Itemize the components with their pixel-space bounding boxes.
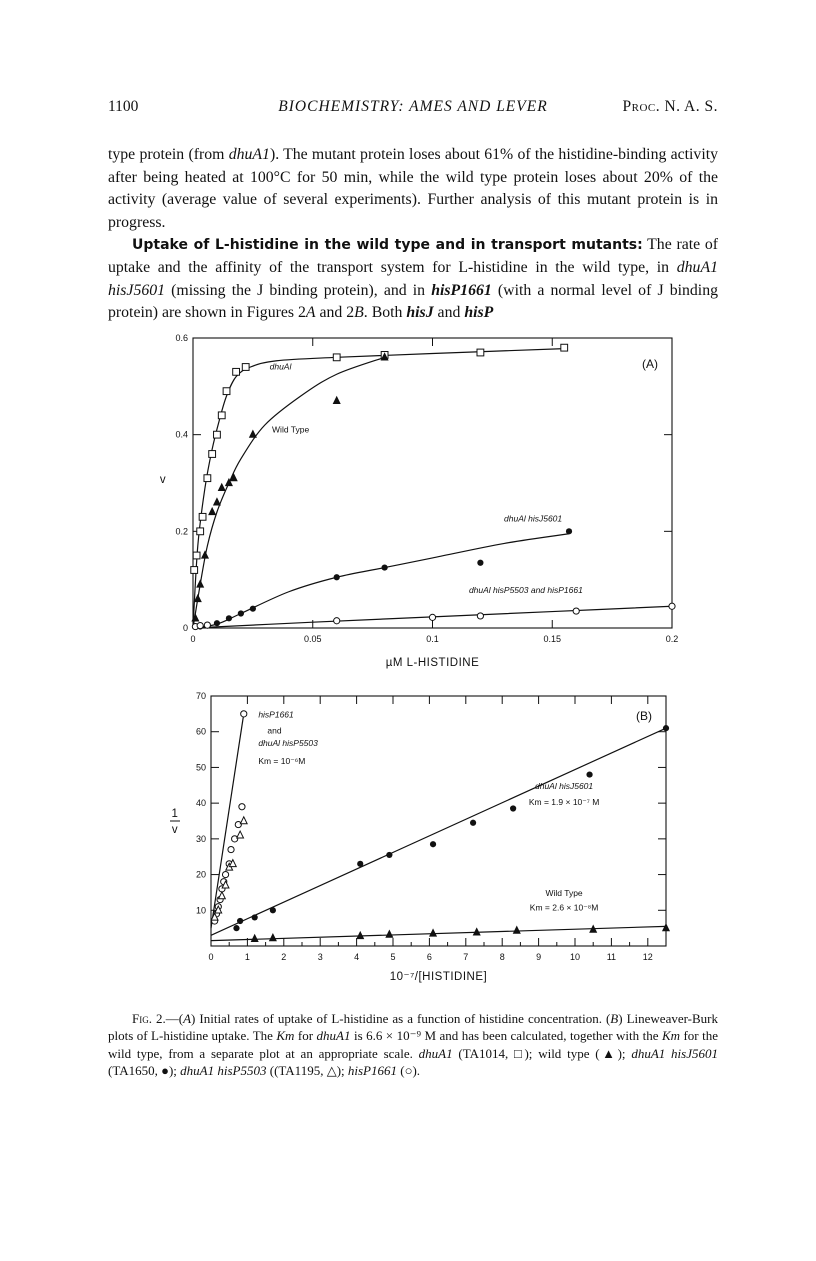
annotation: and [267, 725, 282, 736]
x-tick-label: 5 [390, 952, 396, 962]
panel-label: (A) [642, 357, 658, 371]
running-header [108, 98, 718, 122]
chart-a [0, 320, 816, 690]
data-point [357, 861, 363, 867]
data-point [566, 528, 572, 534]
y-tick-label: 30 [195, 833, 206, 844]
x-axis-title: 10⁻⁷/[HISTIDINE] [389, 971, 488, 983]
x-tick-label: 7 [463, 952, 469, 962]
data-point [222, 871, 228, 877]
data-point [357, 932, 364, 939]
data-point [382, 564, 388, 570]
data-point [477, 613, 483, 619]
data-point [214, 498, 221, 505]
data-point [233, 925, 239, 931]
x-tick-label: 8 [499, 952, 505, 962]
data-point [252, 914, 258, 920]
x-tick-label: 3 [317, 952, 323, 962]
x-tick-label: 0 [190, 634, 196, 644]
x-tick-label: 11 [606, 952, 617, 962]
data-point [239, 804, 245, 810]
series-regression-line [211, 926, 666, 940]
data-point [477, 349, 484, 356]
annotation: Wild Type [272, 424, 310, 435]
data-point [242, 364, 249, 371]
annotation: dhuAl hisJ5601 [504, 513, 563, 524]
data-point [197, 528, 204, 535]
data-point [218, 412, 225, 419]
data-point [199, 513, 206, 520]
running-title: BIOCHEMISTRY: AMES AND LEVER [278, 98, 548, 115]
y-tick-label: 40 [195, 798, 206, 809]
y-tick-label: 0.6 [175, 333, 188, 343]
y-tick-label: 70 [195, 691, 206, 701]
x-tick-label: 10 [569, 952, 581, 962]
data-point [470, 820, 476, 826]
data-point [250, 606, 256, 612]
x-tick-label: 0.1 [426, 634, 439, 644]
chart-b [0, 690, 816, 1000]
y-tick-label: 50 [195, 762, 206, 773]
data-point [386, 852, 392, 858]
annotation: Wild Type [545, 888, 583, 898]
data-point [197, 622, 203, 628]
data-point [334, 574, 340, 580]
annotation: dhuAl hisP5503 and hisP1661 [468, 585, 583, 596]
data-point [663, 725, 669, 731]
data-point [573, 608, 579, 614]
x-tick-label: 1 [244, 952, 250, 962]
data-point [202, 551, 209, 558]
x-axis-title: µM L-HISTIDINE [385, 657, 480, 669]
annotation: Km = 2.6 × 10⁻⁸M [529, 902, 599, 913]
data-point [430, 929, 437, 936]
data-point [194, 595, 201, 602]
data-point [586, 771, 592, 777]
x-tick-label: 0 [208, 952, 214, 962]
figure-caption: Fig. 2.—(A) Initial rates of uptake of L-histidine as a function of histidine concentration. (B) Lineweaver-Burk plots of L-histidine uptake. The Km for dhuA1 is 6.6 × 10⁻⁹ M and has been calculated, together with the Km for the wild type, from a separate plot at an appropriate scale. dhuA1 (TA1014, □); wild type (▲); dhuA1 hisJ5601 (TA1650, ●); dhuA1 hisP5503 ((TA1195, △); hisP1661 (○). [108, 1011, 719, 1078]
body-text [108, 144, 718, 325]
data-point [233, 368, 240, 375]
data-point [240, 817, 247, 824]
data-point [669, 603, 675, 609]
annotation: dhuAl [269, 361, 292, 372]
annotation: dhuAl hisJ5601 [535, 780, 594, 791]
y-tick-label: 0.2 [175, 526, 188, 537]
x-tick-label: 4 [354, 952, 360, 962]
data-point [237, 831, 244, 838]
data-point [197, 580, 204, 587]
data-point [386, 930, 393, 937]
data-point [241, 711, 247, 717]
data-point [333, 397, 340, 404]
paragraph-2: Uptake of L-histidine in the wild type and in transport mutants: The rate of uptake and the affinity of the transport system for L-histidine in the wild type, in dhuA1 hisJ5601 (missing the J binding protein), and in hisP1661 (with a normal level of J binding protein) are shown in Figures 2A and 2B. Both hisJ and hisP [108, 236, 718, 322]
data-point [193, 552, 200, 559]
data-point [430, 841, 436, 847]
data-point [226, 615, 232, 621]
y-tick-label: 0 [182, 623, 188, 633]
x-tick-label: 9 [536, 952, 542, 962]
annotation: Km = 10⁻⁶M [258, 755, 306, 766]
paragraph-1: type protein (from dhuA1). The mutant protein loses about 61% of the histidine-binding activity after being heated at 100°C for 50 min, while the wild type protein loses about 20% of the activity (average value of several experiments). Further analysis of this mutant protein is in progress. [108, 146, 719, 231]
x-tick-label: 2 [281, 952, 287, 962]
data-point [663, 924, 670, 931]
data-point [477, 560, 483, 566]
data-point [228, 846, 234, 852]
x-tick-label: 12 [642, 952, 653, 962]
series-curve [193, 357, 385, 628]
annotation: hisP1661 [258, 709, 294, 720]
data-point [204, 475, 211, 482]
data-point [209, 508, 216, 515]
data-point [251, 935, 258, 942]
data-point [214, 431, 221, 438]
journal-name: Proc. N. A. S. [622, 98, 718, 115]
x-tick-label: 0.2 [665, 634, 679, 644]
x-tick-label: 0.05 [303, 634, 322, 644]
data-point [269, 934, 276, 941]
data-point [209, 451, 216, 458]
data-point [223, 388, 230, 395]
data-point [218, 484, 225, 491]
data-point [270, 907, 276, 913]
panel-label: (B) [636, 709, 652, 723]
y-tick-label: 20 [195, 869, 206, 880]
page-number: 1100 [108, 98, 139, 115]
data-point [191, 567, 198, 574]
data-point [513, 926, 520, 933]
section-heading: Uptake of L-histidine in the wild type and in transport mutants: [132, 237, 643, 254]
data-point [238, 610, 244, 616]
data-point [219, 892, 226, 899]
y-tick-label: 10 [195, 905, 206, 916]
series-regression-line [211, 714, 244, 928]
data-point [334, 618, 340, 624]
y-axis-title: 1 [171, 808, 179, 820]
y-axis-title: v [159, 474, 167, 486]
data-point [333, 354, 340, 361]
data-point [561, 344, 568, 351]
x-tick-label: 0.15 [543, 634, 562, 644]
y-tick-label: 0.4 [175, 429, 188, 440]
data-point [510, 805, 516, 811]
data-point [204, 622, 210, 628]
data-point [249, 430, 256, 437]
x-tick-label: 6 [426, 952, 432, 962]
y-axis-title-denominator: v [171, 824, 179, 836]
annotation: dhuAl hisP5503 [258, 738, 318, 748]
annotation: Km = 1.9 × 10⁻⁷ M [528, 796, 600, 807]
data-point [214, 620, 220, 626]
data-point [237, 918, 243, 924]
y-tick-label: 60 [195, 726, 206, 737]
data-point [429, 614, 435, 620]
plot-frame [193, 338, 672, 628]
